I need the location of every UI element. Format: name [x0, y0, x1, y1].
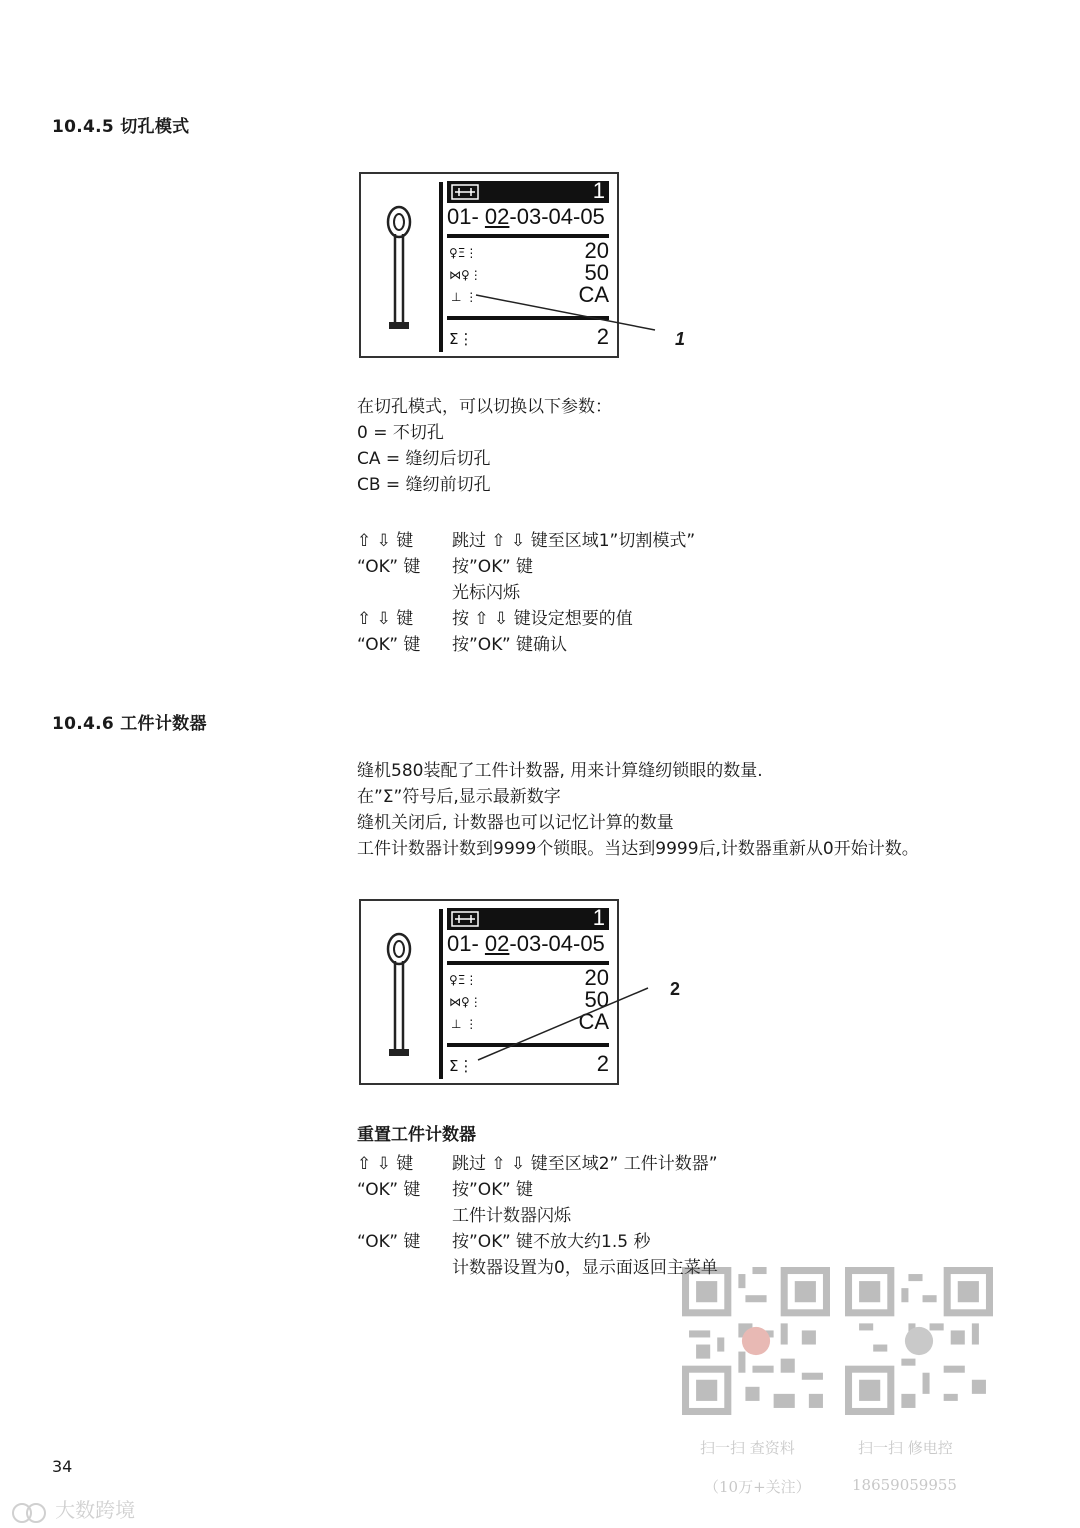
lcd-sum-value: 2 [596, 1051, 609, 1076]
callout-line-1 [470, 285, 670, 335]
lcd-divider [439, 909, 443, 1079]
lcd-title-bar [447, 178, 609, 203]
stitch-count-icon: ⋈♀⋮ [449, 995, 482, 1009]
cut-mode-steps: ⇧ ⇩ 键 跳过 ⇧ ⇩ 键至区域1”切割模式” “OK” 键 按”OK” 键 光标闪烁 ⇧ ⇩ 键 按 ⇧ ⇩ 键设定想要的值 “OK” 键 按”OK” 键确认 [357, 531, 696, 655]
watermark-logo-icon [10, 1501, 50, 1525]
qr-left-subcaption: （10万+关注） [704, 1478, 811, 1496]
buttonhole-icon [383, 204, 415, 334]
page-number: 34 [52, 1457, 73, 1476]
cut-mode-intro: 在切孔模式，可以切换以下参数： [357, 397, 612, 417]
reset-counter-title: 重置工件计数器 [357, 1125, 476, 1145]
option-0: 0 = 不切孔 [357, 423, 444, 443]
counter-paragraph-3: 缝机关闭后, 计数器也可以记忆计算的数量 [357, 813, 674, 833]
stitch-length-icon: ♀Ξ⋮ [449, 246, 478, 260]
counter-paragraph-2: 在”Σ”符号后,显示最新数字 [357, 787, 561, 807]
lcd-value-2: 50 [584, 260, 609, 285]
section-heading-counter: 10.4.6 工件计数器 [52, 714, 207, 734]
cut-mode-icon: ⊥ ⋮ [451, 1017, 478, 1031]
callout-label-1: 1 [675, 329, 686, 349]
section-heading-cut-mode: 10.4.5 切孔模式 [52, 117, 190, 137]
counter-paragraph-4: 工件计数器计数到9999个锁眼。当达到9999后,计数器重新从0开始计数。 [357, 839, 919, 859]
program-icon [451, 184, 479, 200]
reset-counter-steps: ⇧ ⇩ 键 跳过 ⇧ ⇩ 键至区域2” 工件计数器” “OK” 键 按”OK” 键 工件计数器闪烁 “OK” 键 按”OK” 键不放大约1.5 秒 计数器设置为0，显示面返回主菜单 [357, 1154, 718, 1278]
lcd-value-1: 20 [584, 238, 609, 263]
qr-code-right [845, 1267, 993, 1415]
lcd-value-3: CA [578, 282, 609, 307]
lcd-title-bar [447, 905, 609, 930]
stitch-count-icon: ⋈♀⋮ [449, 268, 482, 282]
qr-left-caption: 扫一扫 查资料 [700, 1439, 795, 1457]
buttonhole-icon [383, 931, 415, 1061]
watermark-text: 大数跨境 [55, 1498, 136, 1522]
watermark [10, 1494, 135, 1525]
lcd-value-3: CA [578, 1009, 609, 1034]
qr-right-caption: 扫一扫 修电控 [858, 1439, 953, 1457]
lcd-value-2: 50 [584, 987, 609, 1012]
program-icon [451, 911, 479, 927]
option-ca: CA = 缝纫后切孔 [357, 449, 491, 469]
callout-label-2: 2 [670, 979, 681, 999]
lcd-program-number: 1 [592, 178, 605, 203]
sigma-icon: Σ⋮ [449, 1057, 474, 1075]
lcd-divider [439, 182, 443, 352]
qr-right-subcaption: 18659059955 [852, 1476, 957, 1494]
sigma-icon: Σ⋮ [449, 330, 474, 348]
callout-line-2 [470, 980, 670, 1080]
lcd-program-number: 1 [592, 905, 605, 930]
lcd-sequence: 01- 02-03-04-05 [447, 931, 605, 956]
counter-paragraph-1: 缝机580装配了工件计数器, 用来计算缝纫锁眼的数量. [357, 761, 763, 781]
cut-mode-icon: ⊥ ⋮ [451, 290, 478, 304]
lcd-sequence: 01- 02-03-04-05 [447, 204, 605, 229]
option-cb: CB = 缝纫前切孔 [357, 475, 491, 495]
qr-code-left [682, 1267, 830, 1415]
lcd-sum-value: 2 [596, 324, 609, 349]
stitch-length-icon: ♀Ξ⋮ [449, 973, 478, 987]
lcd-value-1: 20 [584, 965, 609, 990]
